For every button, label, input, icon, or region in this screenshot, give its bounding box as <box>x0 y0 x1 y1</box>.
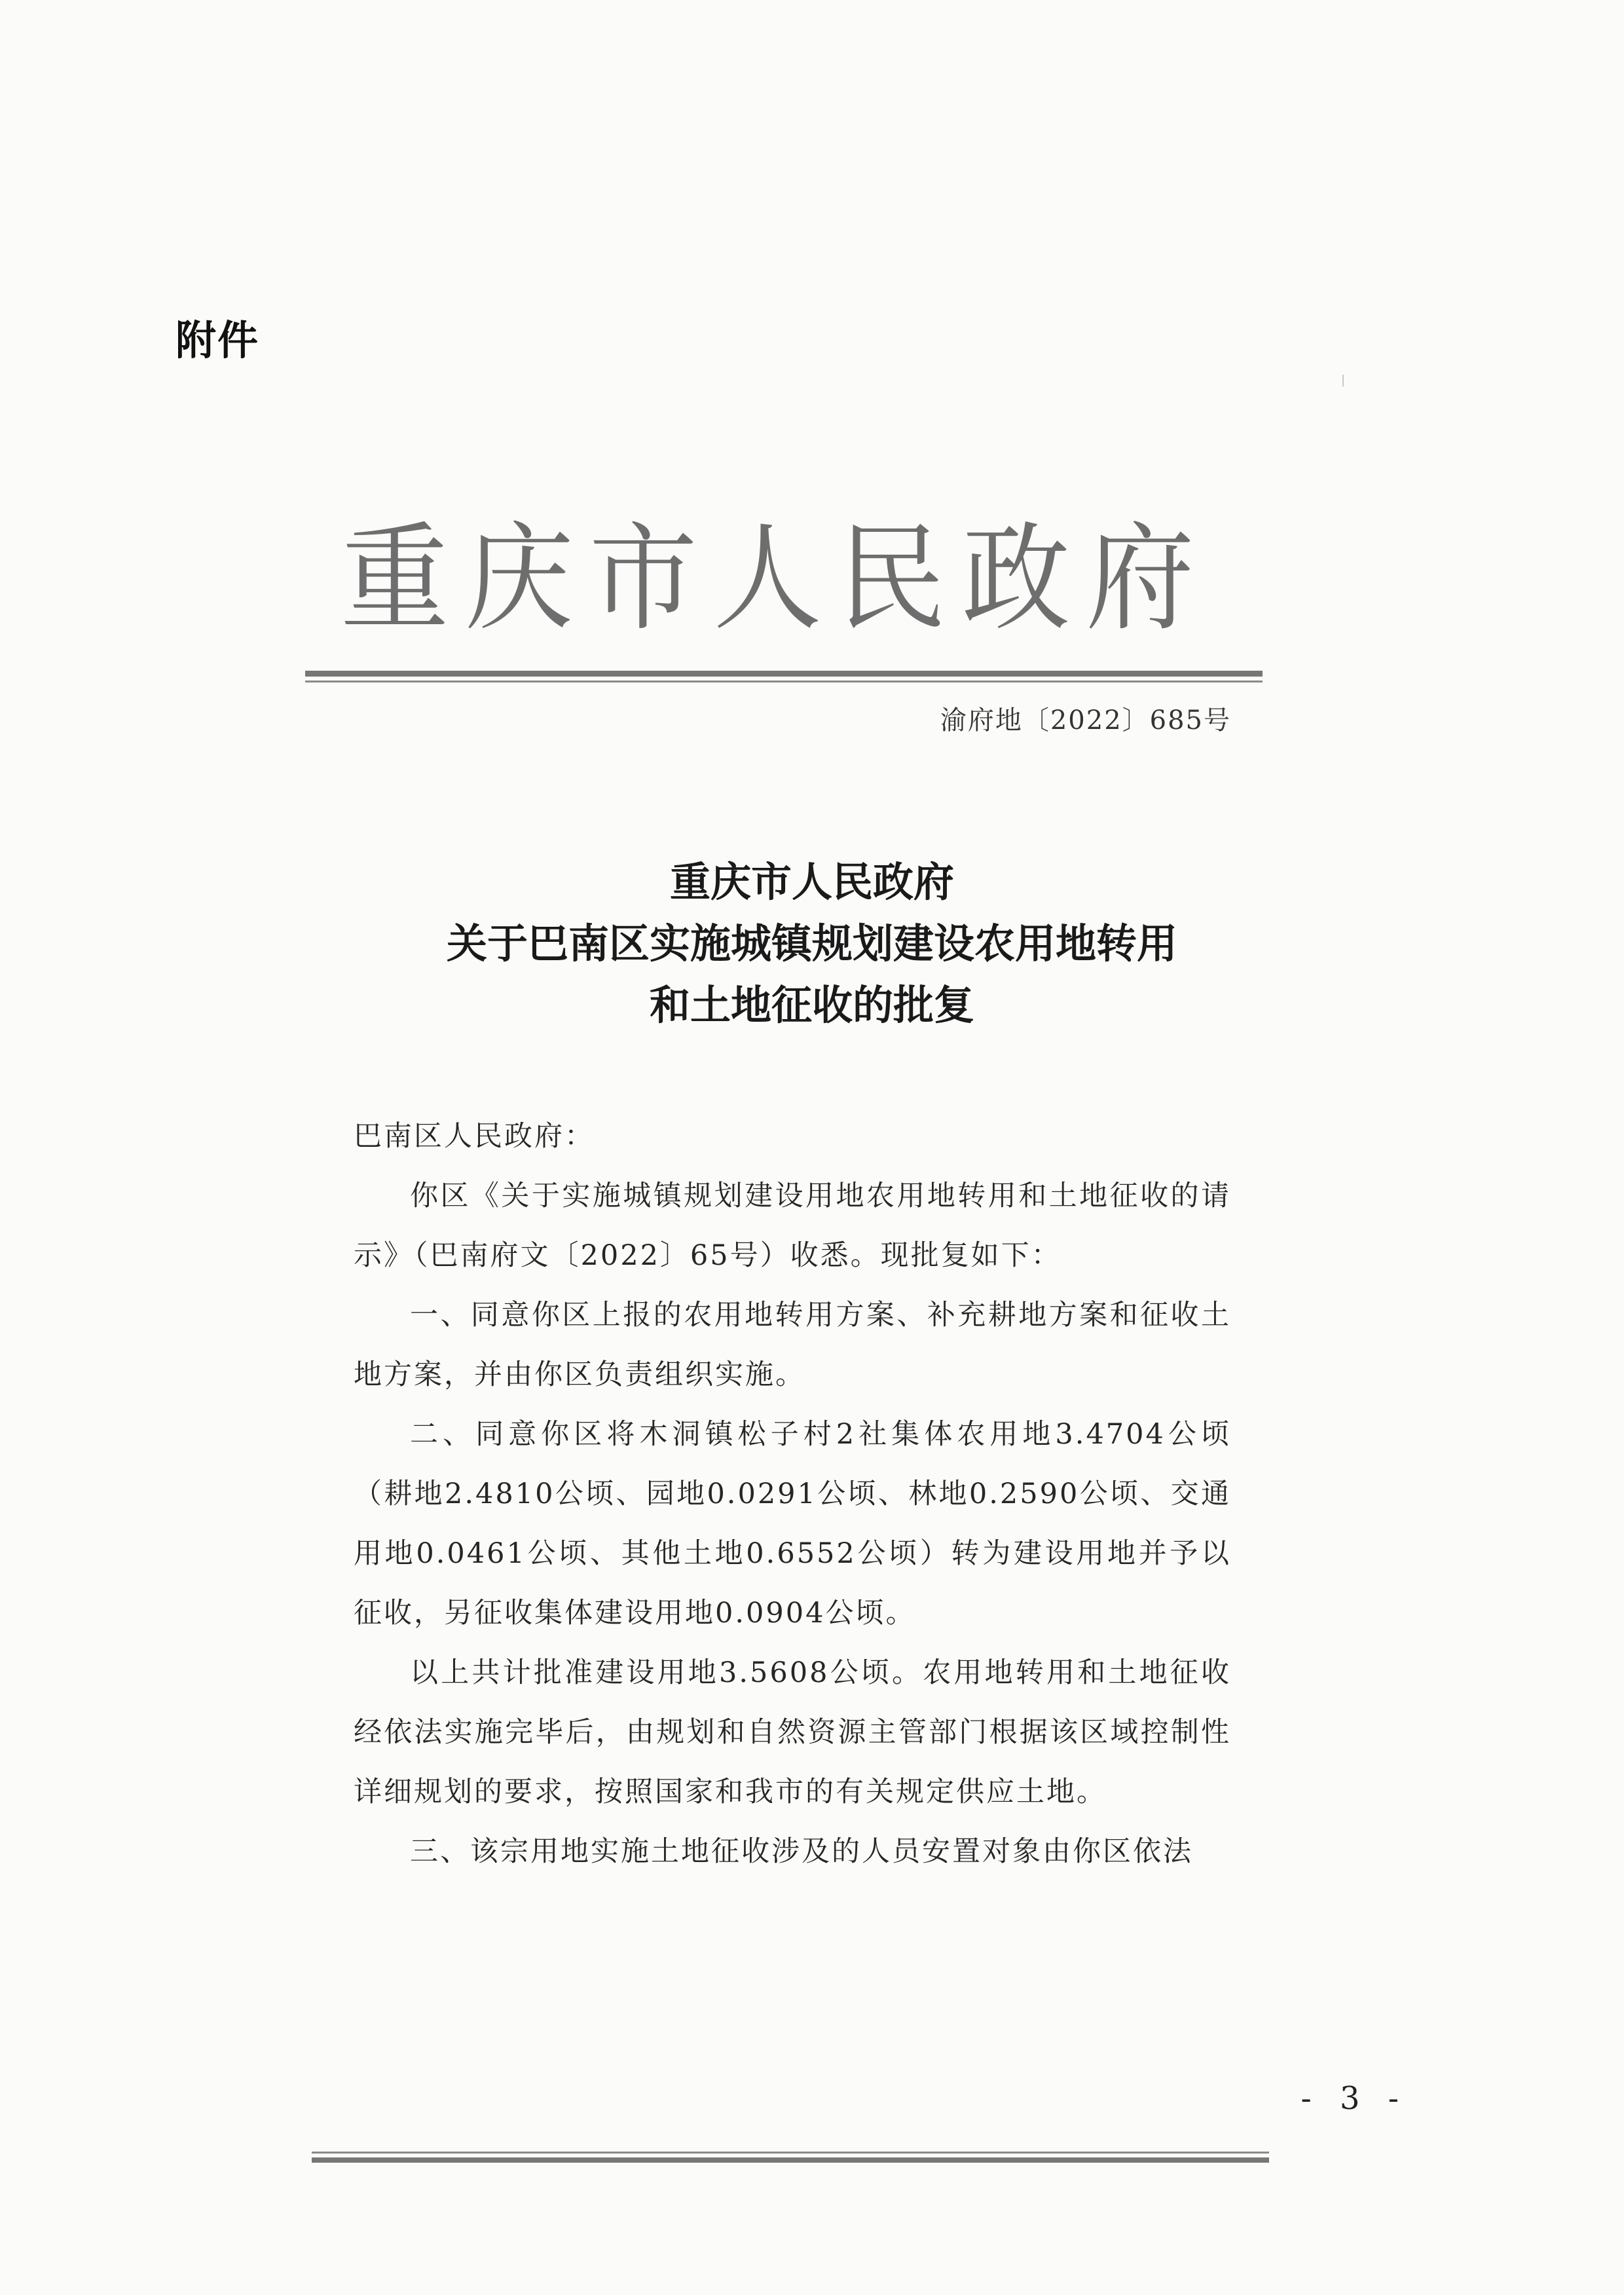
body-paragraph: 你区《关于实施城镇规划建设用地农用地转用和土地征收的请示》（巴南府文〔2022〕65号）收悉。现批复如下： <box>354 1180 1231 1272</box>
document-title <box>0 851 1624 1036</box>
header-divider <box>305 671 1263 682</box>
issuer-header: 重庆市人民政府 <box>341 511 1211 646</box>
page-number: - 3 - <box>1301 2080 1408 2117</box>
title-line: 关于巴南区实施城镇规划建设农用地转用 <box>446 920 1177 967</box>
salutation: 巴南区人民政府： <box>354 1120 595 1153</box>
title-line: 重庆市人民政府 <box>669 858 954 906</box>
body-paragraph: 三、该宗用地实施土地征收涉及的人员安置对象由你区依法 <box>410 1835 1193 1868</box>
title-line: 和土地征收的批复 <box>649 981 974 1029</box>
body-paragraph: 一、同意你区上报的农用地转用方案、补充耕地方案和征收土地方案，并由你区负责组织实施。 <box>354 1299 1231 1391</box>
scan-artifact <box>1342 375 1344 386</box>
document-number: 渝府地〔2022〕685号 <box>940 705 1231 736</box>
body-paragraph: 以上共计批准建设用地3.5608公顷。农用地转用和土地征收经依法实施完毕后，由规划和自然资源主管部门根据该区域控制性详细规划的要求，按照国家和我市的有关规定供应土地。 <box>354 1656 1231 1808</box>
footer-divider <box>312 2152 1269 2163</box>
body-paragraph: 二、同意你区将木洞镇松子村2社集体农用地3.4704公顷（耕地2.4810公顷、园地0.0291公顷、林地0.2590公顷、交通用地0.0461公顷、其他土地0.6552公顷）转为建设用地并予以征收，另征收集体建设用地0.0904公顷。 <box>354 1418 1231 1630</box>
document-body <box>354 1107 1231 1882</box>
attachment-label: 附件 <box>175 316 260 364</box>
